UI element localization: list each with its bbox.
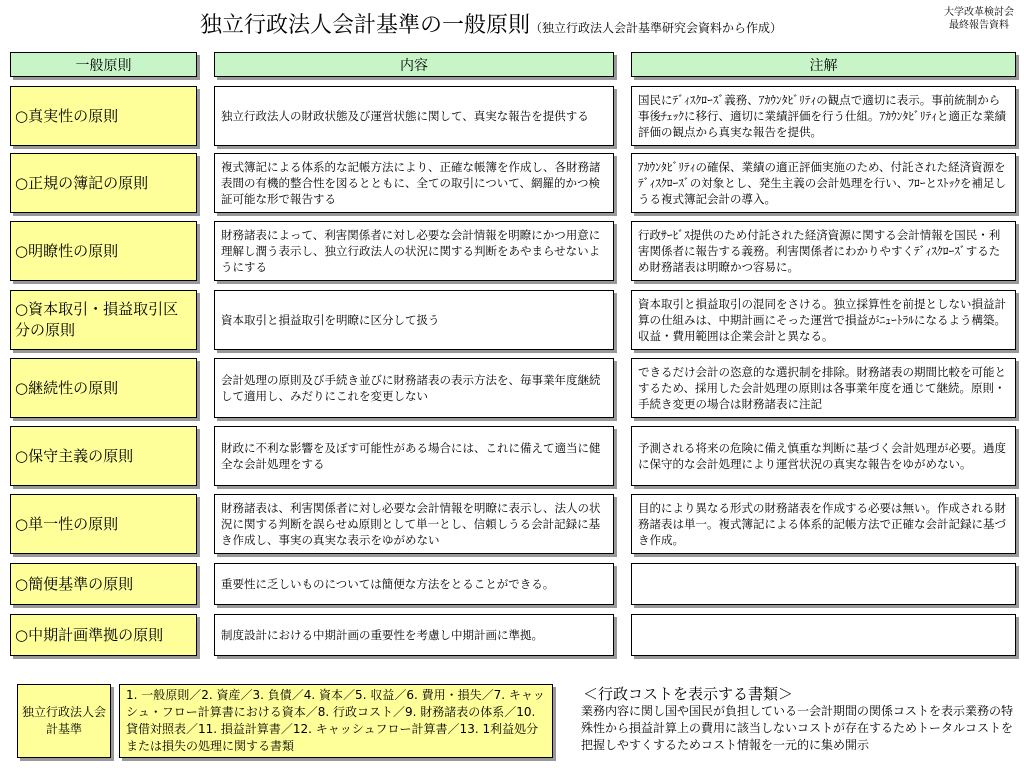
page-title <box>200 8 920 39</box>
note-cell: 行政ｻｰﾋﾞｽ提供のため付託された経済資源に関する会計情報を国民・利害関係者に報告する義務。利害関係者にわかりやすくﾃﾞｨｽｸﾛｰｽﾞするため財務諸表は明瞭かつ容易に。 <box>631 221 1016 281</box>
principle-label: ○中期計画準拠の原則 <box>10 614 197 656</box>
content-cell: 会計処理の原則及び手続き並びに財務諸表の表示方法を、毎事業年度継続して適用し、みだりにこれを変更しない <box>214 358 614 418</box>
principle-label: ○正規の簿記の原則 <box>10 153 197 213</box>
note-cell <box>631 614 1016 656</box>
note-cell: 予測される将来の危険に備え慎重な判断に基づく会計処理が必要。過度に保守的な会計処理により運営状況の真実な報告をゆがめない。 <box>631 426 1016 486</box>
principle-label: ○保守主義の原則 <box>10 426 197 486</box>
note-cell: 資本取引と損益取引の混同をさける。独立採算性を前提としない損益計算の仕組みは、中期計画にそった運営で損益がﾆｭｰﾄﾗﾙになるよう構築。収益・費用範囲は企業会計と異なる。 <box>631 290 1016 350</box>
admin-cost-body: 業務内容に関し国や国民が負担している一会計期間の関係コストを表示業務の特殊性から損益計算上の費用に該当しないコストが存在するためトータルコストを把握しやすくするためコスト情報を一元的に集め開示 <box>581 704 1014 752</box>
principle-label: ○明瞭性の原則 <box>10 221 197 281</box>
principle-label: ○継続性の原則 <box>10 358 197 418</box>
content-cell: 財政に不利な影響を及ぼす可能性がある場合には、これに備えて適当に健全な会計処理をする <box>214 426 614 486</box>
title-main: 独立行政法人会計基準の一般原則 <box>200 13 531 38</box>
principle-label: ○簡便基準の原則 <box>10 563 197 605</box>
note-cell: ｱｶｳﾝﾀﾋﾞﾘﾃｨの確保、業績の適正評価実施のため、付託された経済資源をﾃﾞｨｽｸﾛｰｽﾞの対象とし、発生主義の会計処理を行い、ﾌﾛｰとｽﾄｯｸを補足しうる複式簿記会計の導入。 <box>631 153 1016 213</box>
corner-note-line-2: 最終報告資料 <box>949 20 1009 31</box>
content-cell: 複式簿記による体系的な記帳方法により、正確な帳簿を作成し、各財務諸表間の有機的整合性を図るとともに、全ての取引について、網羅的かつ検証可能な形で報告する <box>214 153 614 213</box>
note-cell: 国民にﾃﾞｨｽｸﾛｰｽﾞ義務、ｱｶｳﾝﾀﾋﾞﾘﾃｨの観点で適切に表示。事前統制から事後ﾁｪｯｸに移行、適切に業績評価を行う仕組。ｱｶｳﾝﾀﾋﾞﾘﾃｨと適正な業績評価の観点から真実な報告を提供。 <box>631 86 1016 146</box>
note-cell: 目的により異なる形式の財務諸表を作成する必要は無い。作成される財務諸表は単一。複式簿記による体系的記帳方法で正確な会計記録に基づき作成。 <box>631 494 1016 554</box>
content-cell: 財務諸表は、利害関係者に対し必要な会計情報を明瞭に表示し、法人の状況に関する判断を誤らせぬ原則として単一とし、信頼しうる会計記録に基き作成し、事実の真実な表示をゆがめない <box>214 494 614 554</box>
admin-cost-title: ＜行政コストを表示する書類＞ <box>583 685 794 703</box>
note-cell: できるだけ会計の恣意的な選択制を排除。財務諸表の期間比較を可能とするため、採用した会計処理の原則は各事業年度を通じて継続。原則・手続き変更の場合は財務諸表に注記 <box>631 358 1016 418</box>
header-principle: 一般原則 <box>10 52 197 77</box>
header-content: 内容 <box>214 52 614 77</box>
corner-note <box>944 6 1014 32</box>
title-sub: （独立行政法人会計基準研究会資料から作成） <box>530 21 783 35</box>
principle-label: ○真実性の原則 <box>10 86 197 146</box>
principle-label: ○資本取引・損益取引区分の原則 <box>10 290 197 350</box>
content-cell: 財務諸表によって、利害関係者に対し必要な会計情報を明瞭にかつ用意に理解し潤う表示し、独立行政法人の状況に関する判断をあやまらせないようにする <box>214 221 614 281</box>
content-cell: 独立行政法人の財政状態及び運営状態に関して、真実な報告を提供する <box>214 86 614 146</box>
standard-items-list: 1. 一般原則／2. 資産／3. 負債／4. 資本／5. 収益／6. 費用・損失／7. キャッシュ・フロー計算書における資本／8. 行政コスト／9. 財務諸表の体系／10. 貸借対照表／11. 損益計算書／12. キャッシュフロー計算書／13. 1利益処分または損失の処理に関する書類 <box>119 684 553 758</box>
note-cell <box>631 563 1016 605</box>
accounting-standard-label: 独立行政法人会計基準 <box>17 684 111 758</box>
header-note: 注解 <box>631 52 1016 77</box>
content-cell: 制度設計における中期計画の重要性を考慮し中期計画に準拠。 <box>214 614 614 656</box>
corner-note-line-1: 大学改革検討会 <box>944 7 1014 18</box>
principle-label: ○単一性の原則 <box>10 494 197 554</box>
content-cell: 資本取引と損益取引を明瞭に区分して扱う <box>214 290 614 350</box>
content-cell: 重要性に乏しいものについては簡便な方法をとることができる。 <box>214 563 614 605</box>
